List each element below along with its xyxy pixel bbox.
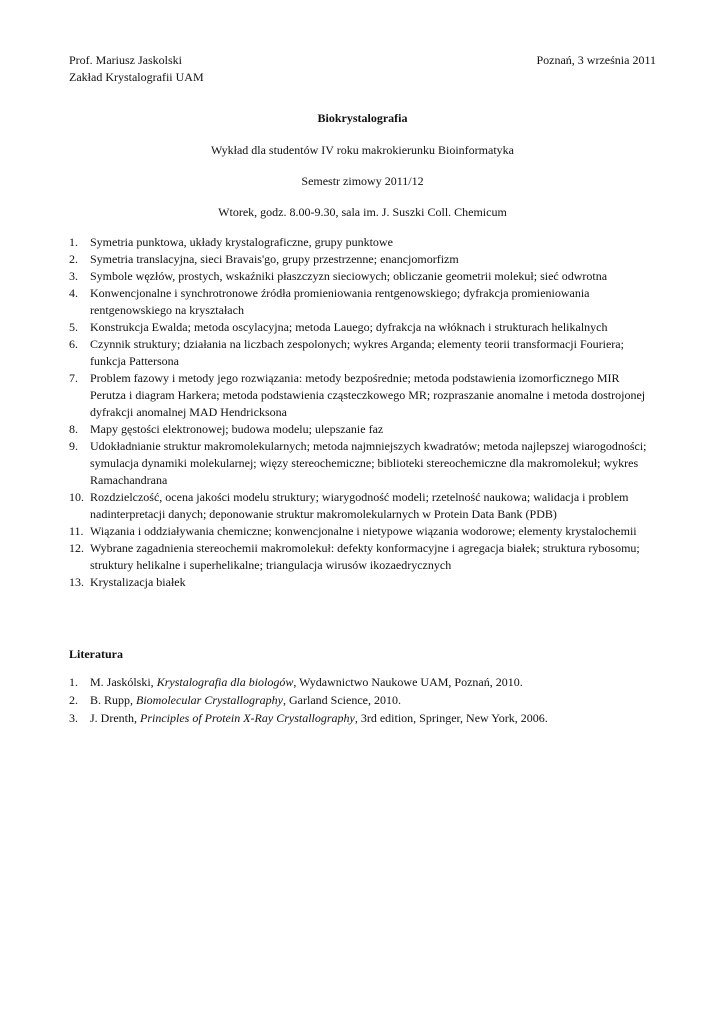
item-text: Wybrane zagadnienia stereochemii makromolekuł: defekty konformacyjne i agregacja białek; struktura rybosomu; struktury helikalne i superhelikalne; triangulacja wirusów ikozaedrycznych xyxy=(90,541,640,572)
course-semester: Semestr zimowy 2011/12 xyxy=(301,174,424,188)
item-text: Wiązania i oddziaływania chemiczne; konwencjonalne i nietypowe wiązania wodorowe; elementy krystalochemii xyxy=(90,524,637,538)
citation-title: Biomolecular Crystallography xyxy=(136,693,284,707)
citation-author: M. Jaskólski, xyxy=(90,675,157,689)
citation xyxy=(90,692,656,709)
citation-title: Krystalografia dla biologów xyxy=(156,675,294,689)
item-text: Czynnik struktury; działania na liczbach zespolonych; wykres Arganda; elementy teorii transformacji Fouriera; funkcja Pattersona xyxy=(90,337,624,368)
list-item xyxy=(69,319,656,336)
item-text: Krystalizacja białek xyxy=(90,575,186,589)
citation-details: , Wydawnictwo Naukowe UAM, Poznań, 2010. xyxy=(293,675,523,689)
list-item xyxy=(69,285,656,319)
list-item xyxy=(69,268,656,285)
letterhead xyxy=(69,52,656,69)
list-item xyxy=(69,370,656,421)
department-name: Zakład Krystalografii UAM xyxy=(69,70,204,84)
list-item xyxy=(69,489,656,523)
literature-item xyxy=(69,674,656,691)
citation-details: , 3rd edition, Springer, New York, 2006. xyxy=(354,711,548,725)
literature-heading: Literatura xyxy=(69,647,123,661)
item-text: Symetria punktowa, układy krystalograficzne, grupy punktowe xyxy=(90,235,393,249)
list-item xyxy=(69,574,656,591)
item-number: 6. xyxy=(69,337,78,351)
author-name: Prof. Mariusz Jaskolski xyxy=(69,53,182,67)
list-item xyxy=(69,523,656,540)
item-number: 8. xyxy=(69,422,78,436)
item-number: 12. xyxy=(69,541,84,555)
list-item xyxy=(69,336,656,370)
item-number: 1. xyxy=(69,235,78,249)
item-number: 11. xyxy=(69,524,84,538)
item-text: Symbole węzłów, prostych, wskaźniki płaszczyzn sieciowych; obliczanie geometrii molekuł; sieć odwrotna xyxy=(90,269,608,283)
item-text: Symetria translacyjna, sieci Bravais'go, grupy przestrzenne; enancjomorfizm xyxy=(90,252,459,266)
course-title: Biokrystalografia xyxy=(317,111,408,125)
item-text: Mapy gęstości elektronowej; budowa modelu; ulepszanie faz xyxy=(90,422,384,436)
list-item xyxy=(69,438,656,489)
citation-details: , Garland Science, 2010. xyxy=(283,693,401,707)
item-text: Udokładnianie struktur makromolekularnych; metoda najmniejszych kwadratów; metoda najlepszej wiarogodności; symulacja dynamiki molekularnej; więzy stereochemiczne; biblioteki stereochemiczne dla makromolekuł; wykres Ramachandrana xyxy=(90,439,647,487)
literature-item xyxy=(69,710,656,727)
course-audience: Wykład dla studentów IV roku makrokierunku Bioinformatyka xyxy=(211,143,514,157)
item-number: 1. xyxy=(69,675,78,689)
list-item xyxy=(69,540,656,574)
list-item xyxy=(69,251,656,268)
item-text: Rozdzielczość, ocena jakości modelu struktury; wiarygodność modeli; rzetelność naukowa; walidacja i problem nadinterpretacji danych; deponowanie struktur makromolekularnych w Protein Data Bank (PDB) xyxy=(90,490,629,521)
item-number: 4. xyxy=(69,286,78,300)
citation xyxy=(90,710,656,727)
literature-item xyxy=(69,692,656,709)
item-text: Konstrukcja Ewalda; metoda oscylacyjna; metoda Lauego; dyfrakcja na włóknach i strukturach helikalnych xyxy=(90,320,608,334)
citation-author: B. Rupp, xyxy=(90,693,137,707)
item-number: 3. xyxy=(69,269,78,283)
item-number: 7. xyxy=(69,371,78,385)
citation-title: Principles of Protein X-Ray Crystallography xyxy=(140,711,355,725)
topics-list xyxy=(69,234,656,591)
item-number: 9. xyxy=(69,439,78,453)
list-item xyxy=(69,421,656,438)
item-number: 5. xyxy=(69,320,78,334)
literature-list xyxy=(69,674,656,727)
item-number: 13. xyxy=(69,575,84,589)
item-number: 3. xyxy=(69,711,78,725)
item-number: 2. xyxy=(69,252,78,266)
citation-author: J. Drenth, xyxy=(90,711,140,725)
list-item xyxy=(69,234,656,251)
place-date: Poznań, 3 września 2011 xyxy=(536,53,656,67)
item-number: 10. xyxy=(69,490,84,504)
course-schedule: Wtorek, godz. 8.00-9.30, sala im. J. Suszki Coll. Chemicum xyxy=(218,205,507,219)
item-text: Problem fazowy i metody jego rozwiązania: metody bezpośrednie; metoda podstawienia izomorficznego MIR Perutza i diagram Harkera; metoda podstawienia cząsteczkowego MR; rozpraszanie anomalne i metoda dostrojonej dyfrakcji anomalnej MAD Hendricksona xyxy=(90,371,646,419)
item-number: 2. xyxy=(69,693,78,707)
citation xyxy=(90,674,656,691)
item-text: Konwencjonalne i synchrotronowe źródła promieniowania rentgenowskiego; dyfrakcja promieniowania rentgenowskiego na kryształach xyxy=(90,286,590,317)
